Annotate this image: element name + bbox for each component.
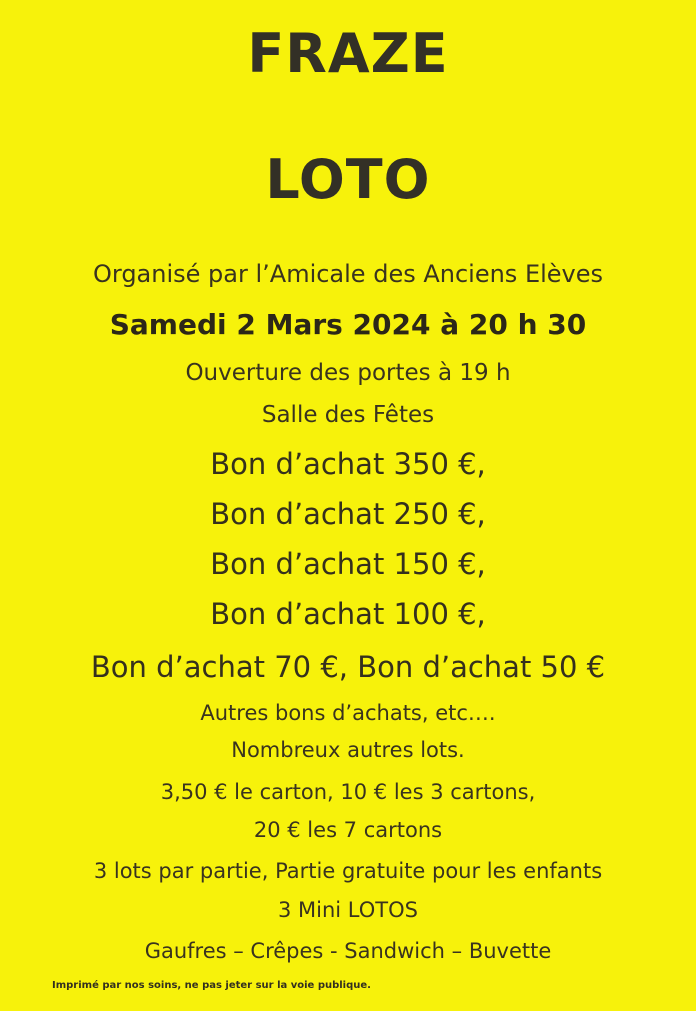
prize-line: Bon d’achat 150 €, <box>210 547 486 581</box>
pricing-line: 20 € les 7 cartons <box>253 818 443 842</box>
event-title: LOTO <box>265 148 431 211</box>
many-lots-line: Nombreux autres lots. <box>231 738 465 762</box>
doors-open-time: Ouverture des portes à 19 h <box>185 360 511 386</box>
prize-line: Bon d’achat 70 €, Bon d’achat 50 € <box>90 650 606 684</box>
town-title: FRAZE <box>247 22 449 85</box>
other-prizes-line: Autres bons d’achats, etc…. <box>200 701 496 725</box>
pricing-line: 3,50 € le carton, 10 € les 3 cartons, <box>160 780 536 804</box>
event-date-time: Samedi 2 Mars 2024 à 20 h 30 <box>109 308 587 341</box>
prize-line: Bon d’achat 250 €, <box>210 497 486 531</box>
print-notice: Imprimé par nos soins, ne pas jeter sur la voie publique. <box>52 980 371 991</box>
lots-info-line: 3 lots par partie, Partie gratuite pour les enfants <box>93 859 603 883</box>
organizer-line: Organisé par l’Amicale des Anciens Elèves <box>92 260 604 288</box>
prize-line: Bon d’achat 100 €, <box>210 597 486 631</box>
prize-line: Bon d’achat 350 €, <box>210 447 486 481</box>
venue-name: Salle des Fêtes <box>261 402 435 428</box>
mini-lotos-line: 3 Mini LOTOS <box>278 898 418 922</box>
refreshments-line: Gaufres – Crêpes - Sandwich – Buvette <box>144 939 552 963</box>
